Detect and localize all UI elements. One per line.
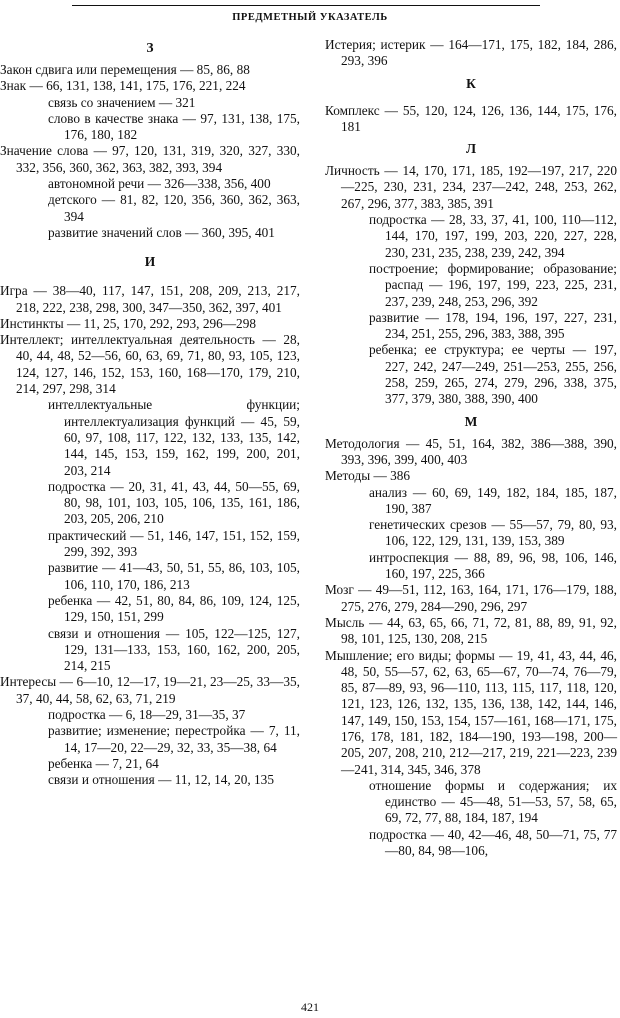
index-entry: Личность — 14, 170, 171, 185, 192—197, 217, 220—225, 230, 231, 234, 237—242, 248, 253, 262, 267, 296, 377, 383, 385, 391 — [325, 163, 617, 211]
index-subentry: интроспекция — 88, 89, 96, 98, 106, 146, 160, 197, 225, 366 — [369, 549, 617, 582]
section-letter-k: К — [466, 75, 476, 91]
index-entry: Мысль — 44, 63, 65, 66, 71, 72, 81, 88, 89, 91, 92, 98, 101, 125, 130, 208, 215 — [325, 614, 617, 647]
section-letter-z: З — [146, 40, 154, 55]
right-column — [325, 37, 617, 859]
index-subentry: связи и отношения — 105, 122—125, 127, 129, 131—133, 153, 160, 162, 200, 205, 214, 215 — [48, 625, 300, 674]
section-letter-i: И — [144, 254, 156, 270]
index-entry: Методы — 386 — [325, 468, 411, 484]
index-subentry: связь со значением — 321 — [48, 94, 196, 110]
index-entry: Методология — 45, 51, 164, 382, 386—388, 390, 393, 396, 399, 400, 403 — [325, 435, 617, 467]
section-letter-l: Л — [465, 141, 477, 157]
index-subentry: развитие значений слов — 360, 395, 401 — [48, 224, 275, 240]
index-subentry: ребенка — 7, 21, 64 — [48, 755, 159, 771]
index-entry: Знак — 66, 131, 138, 141, 175, 176, 221, 224 — [0, 78, 246, 94]
running-header: ПРЕДМЕТНЫЙ УКАЗАТЕЛЬ — [232, 12, 388, 23]
index-subentry: автономной речи — 326—338, 356, 400 — [48, 176, 271, 192]
index-subentry: подростка — 6, 18—29, 31—35, 37 — [48, 706, 246, 722]
page-number: 421 — [301, 1000, 319, 1014]
index-entry: Интересы — 6—10, 12—17, 19—21, 23—25, 33—35, 37, 40, 44, 58, 62, 63, 71, 219 — [0, 674, 300, 706]
index-subentry: генетических срезов — 55—57, 79, 80, 93, 106, 122, 129, 131, 139, 153, 389 — [369, 517, 617, 549]
index-subentry: ребенка — 42, 51, 80, 84, 86, 109, 124, 125, 129, 150, 151, 299 — [48, 592, 300, 625]
index-subentry: отношение формы и содержания; их единство — 45—48, 51—53, 57, 58, 65, 69, 72, 77, 88, 184, 187, 194 — [369, 777, 617, 826]
index-entry: Закон сдвига или перемещения — 85, 86, 88 — [0, 62, 250, 77]
index-subentry: развитие — 178, 194, 196, 197, 227, 231, 234, 251, 255, 296, 383, 388, 395 — [369, 309, 617, 342]
left-column — [0, 40, 300, 788]
section-letter-m: М — [464, 413, 478, 429]
index-entry: Игра — 38—40, 117, 147, 151, 208, 209, 213, 217, 218, 222, 238, 298, 300, 347—350, 362, 397, 401 — [0, 283, 300, 315]
index-subentry: слово в качестве знака — 97, 131, 138, 175, 176, 180, 182 — [48, 110, 300, 143]
index-entry: Интеллект; интеллектуальная деятельность — 28, 40, 44, 48, 52—56, 60, 63, 69, 71, 80, 93, 105, 123, 124, 127, 146, 152, 153, 160, 168—170, 179, 210, 214, 297, 298, 314 — [0, 332, 300, 397]
index-entry: Значение слова — 97, 120, 131, 319, 320, 327, 330, 332, 356, 360, 362, 363, 382, 393, 394 — [0, 143, 300, 175]
index-subentry: ребенка; ее структура; ее черты — 197, 227, 242, 247—249, 251—253, 255, 256, 258, 259, 265, 274, 279, 296, 338, 375, 377, 379, 380, 388, 390, 400 — [369, 342, 617, 407]
header-rule — [72, 5, 540, 6]
index-entry: Мышление; его виды; формы — 19, 41, 43, 44, 46, 48, 50, 55—57, 62, 63, 65—67, 70—74, 76—79, 85, 87—89, 93, 96—110, 113, 115, 117, 118, 120, 121, 123, 126, 132, 135, 136, 138, 142, 144, 146, 147, 149, 150, 153, 154, 157—161, 168—171, 175, 176, 178, 181, 182, 184—190, 193—198, 200—205, 207, 208, 210, 212—217, 219, 221—223, 239—241, 314, 345, 346, 378 — [325, 647, 617, 777]
index-subentry: детского — 81, 82, 120, 356, 360, 362, 363, 394 — [48, 192, 300, 224]
index-subentry: построение; формирование; образование; распад — 196, 197, 199, 223, 225, 231, 237, 239, 248, 253, 296, 392 — [369, 260, 617, 309]
index-subentry: практический — 51, 146, 147, 151, 152, 159, 299, 392, 393 — [48, 527, 300, 560]
index-entry: Истерия; истерик — 164—171, 175, 182, 184, 286, 293, 396 — [325, 37, 617, 69]
index-subentry: подростка — 28, 33, 37, 41, 100, 110—112, 144, 170, 197, 199, 203, 220, 227, 228, 230, 231, 235, 238, 239, 242, 394 — [369, 212, 617, 260]
index-subentry: развитие; изменение; перестройка — 7, 11, 14, 17—20, 22—29, 32, 33, 35—38, 64 — [48, 723, 300, 755]
index-subentry: подростка — 20, 31, 41, 43, 44, 50—55, 69, 80, 98, 101, 103, 105, 106, 135, 161, 186, 203, 205, 206, 210 — [48, 478, 300, 527]
index-subentry: связи и отношения — 11, 12, 14, 20, 135 — [48, 772, 274, 788]
index-subentry: интеллектуальные функции; интеллектуализация функций — 45, 59, 60, 97, 108, 117, 122, 132, 133, 135, 142, 144, 145, 153, 159, 162, 199, 200, 201, 203, 214 — [48, 397, 300, 478]
index-entry: Комплекс — 55, 120, 124, 126, 136, 144, 175, 176, 181 — [325, 102, 617, 134]
index-subentry: развитие — 41—43, 50, 51, 55, 86, 103, 105, 106, 110, 170, 186, 213 — [48, 560, 300, 592]
index-subentry: подростка — 40, 42—46, 48, 50—71, 75, 77—80, 84, 98—106, — [369, 826, 617, 859]
index-subentry: анализ — 60, 69, 149, 182, 184, 185, 187, 190, 387 — [369, 484, 617, 516]
index-entry: Инстинкты — 11, 25, 170, 292, 293, 296—298 — [0, 315, 257, 331]
index-entry: Мозг — 49—51, 112, 163, 164, 171, 176—179, 188, 275, 276, 279, 284—290, 296, 297 — [325, 582, 617, 614]
